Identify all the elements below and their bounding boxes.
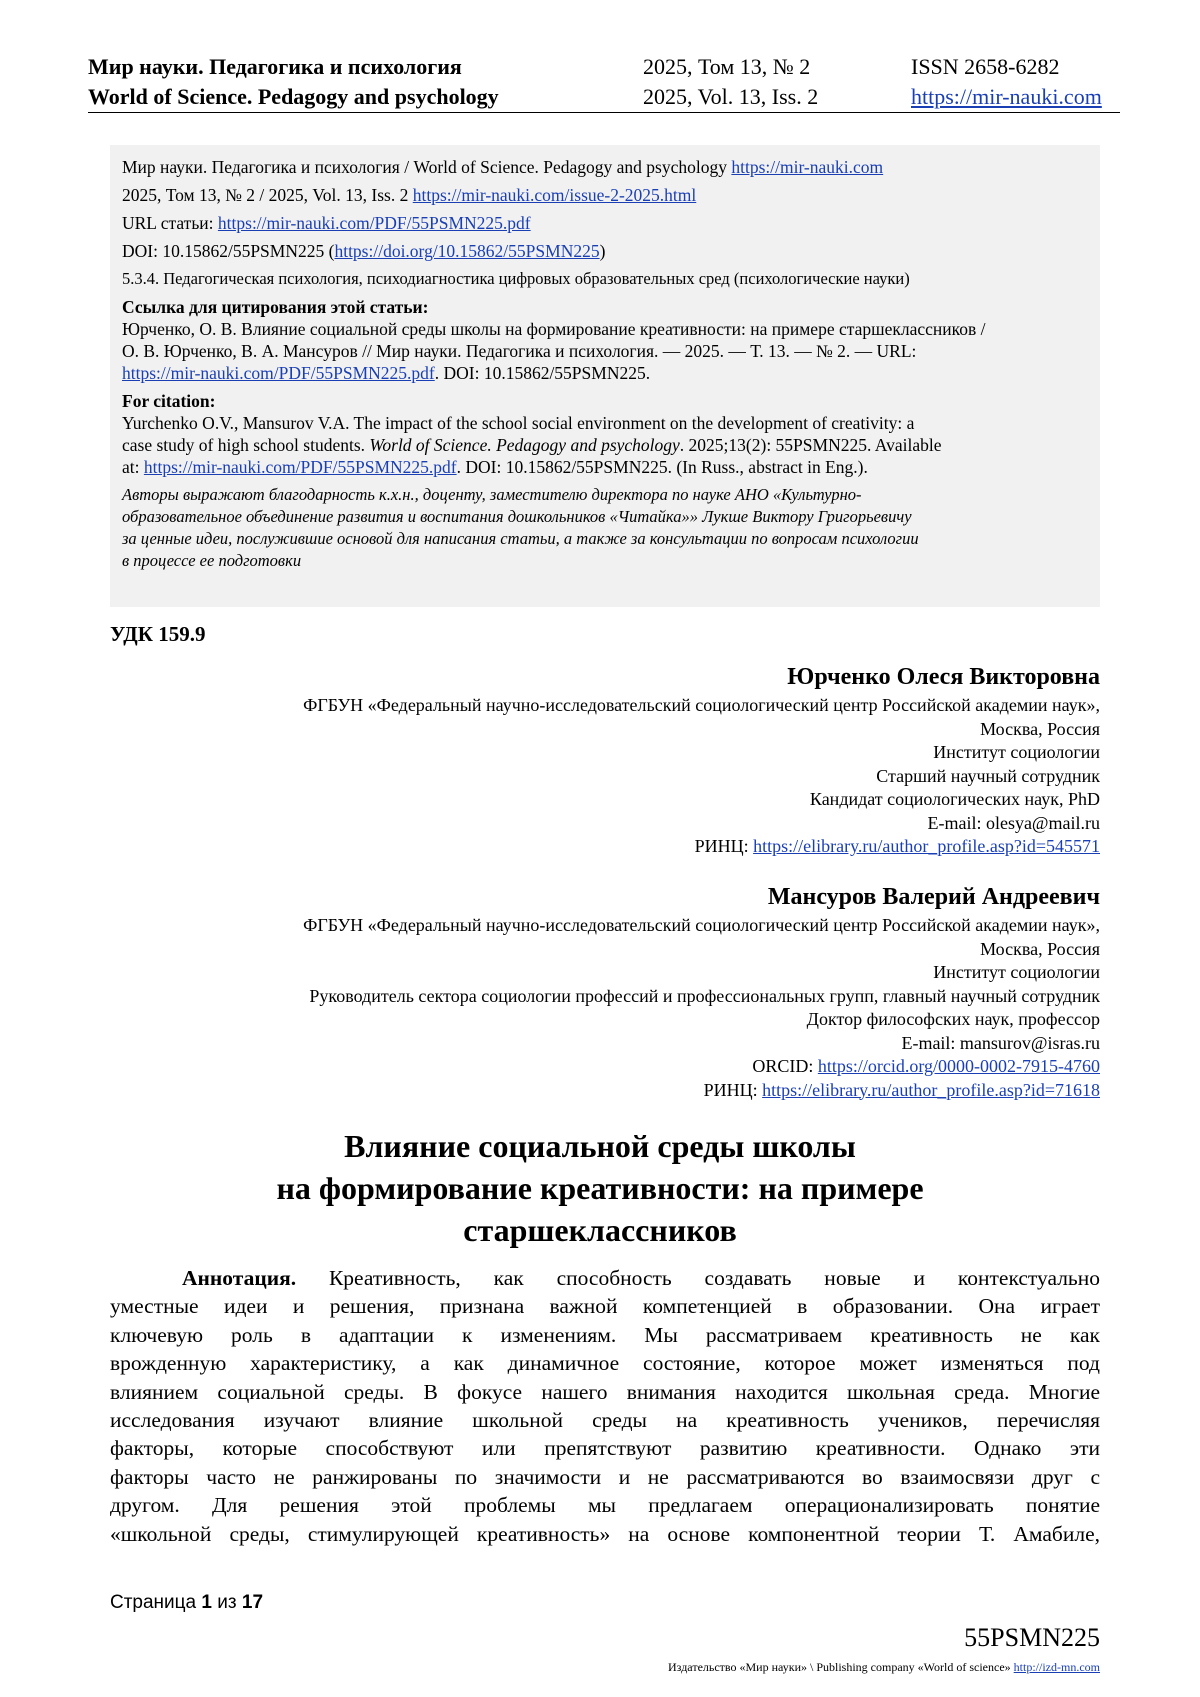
author-institute: Институт социологии	[933, 962, 1100, 982]
issn: ISSN 2658-6282	[911, 54, 1060, 79]
abstract-line: уместные идеи и решения, признана важной компетенцией в образовании. Она играет	[110, 1294, 1100, 1319]
article-title	[100, 1125, 1100, 1251]
issue-en: 2025, Vol. 13, Iss. 2	[643, 84, 819, 109]
cite-en-journal: World of Science. Pedagogy and psychology	[369, 435, 680, 455]
publisher-line	[668, 1660, 1100, 1675]
author-institute: Институт социологии	[933, 742, 1100, 762]
author-position: Руководитель сектора социологии профессий и профессиональных групп, главный научный сотрудник	[309, 985, 1100, 1006]
cite-en-2a: case study of high school students.	[122, 435, 370, 455]
author-block-1	[303, 660, 1100, 859]
rinc-link[interactable]: https://elibrary.ru/author_profile.asp?id=71618	[762, 1079, 1100, 1100]
orcid-label: ORCID:	[752, 1056, 818, 1076]
abstract-line: другом. Для решения этой проблемы мы предлагаем операционализировать понятие	[110, 1493, 1100, 1518]
doi-close: )	[599, 241, 606, 261]
ack-line-4: в процессе ее подготовки	[122, 551, 302, 570]
abstract-label: Аннотация.	[182, 1266, 297, 1290]
page-number	[110, 1592, 263, 1614]
doi-link[interactable]: https://doi.org/10.15862/55PSMN225	[334, 241, 600, 261]
issue-ru: 2025, Том 13, № 2	[643, 54, 811, 79]
page-word: Страница	[110, 1592, 202, 1613]
cite-ru-link[interactable]: https://mir-nauki.com/PDF/55PSMN225.pdf	[122, 363, 435, 383]
author-position: Старший научный сотрудник	[876, 765, 1100, 786]
abstract-line: факторы часто не ранжированы по значимости и не рассматриваются во взаимосвязи друг с	[110, 1464, 1100, 1489]
author-name: Юрченко Олеся Викторовна	[787, 664, 1100, 690]
cite-ru-line-1: Юрченко, О. В. Влияние социальной среды школы на формирование креативности: на примере старшеклассников /	[122, 319, 986, 339]
issue-link[interactable]: https://mir-nauki.com/issue-2-2025.html	[412, 185, 697, 205]
cite-ru-line-2: О. В. Юрченко, В. А. Мансуров // Мир науки. Педагогика и психология. — 2025. — Т. 13. — № 2. — URL:	[122, 341, 917, 361]
author-email: E-mail: olesya@mail.ru	[927, 812, 1100, 833]
abstract-line: «школьной среды, стимулирующей креативность» на основе компонентной теории Т. Амабиле,	[110, 1521, 1100, 1546]
ack-line-2: образовательное объединение развития и воспитания дошкольников «Читайка»» Лукше Виктору Григорьевичу	[122, 507, 912, 526]
rinc-link[interactable]: https://elibrary.ru/author_profile.asp?id=545571	[753, 836, 1100, 856]
abstract-line: факторы, которые способствуют или препятствуют развитию креативности. Однако эти	[110, 1436, 1100, 1461]
specialty-line: 5.3.4. Педагогическая психология, психодиагностика цифровых образовательных сред (психологические науки)	[122, 269, 910, 288]
cite-en-tail: . DOI: 10.15862/55PSMN225. (In Russ., abstract in Eng.).	[456, 457, 868, 477]
cite-en-label: For citation:	[122, 391, 216, 411]
url-label: URL статьи:	[122, 213, 218, 233]
page-current: 1	[201, 1592, 212, 1613]
publisher-link[interactable]: http://izd-mn.com	[1013, 1660, 1100, 1674]
udk-code: УДК 159.9	[110, 622, 206, 646]
title-line-1: Влияние социальной среды школы	[344, 1128, 856, 1164]
title-line-2: на формирование креативности: на примере	[276, 1170, 924, 1206]
journal-line: Мир науки. Педагогика и психология / World of Science. Pedagogy and psychology	[122, 157, 732, 177]
ack-line-3: за ценные идеи, послужившие основой для написания статьи, а также за консультации по вопросам психологии	[122, 529, 919, 548]
cite-ru-label: Ссылка для цитирования этой статьи:	[122, 297, 429, 317]
doi-text: DOI: 10.15862/55PSMN225 (	[122, 241, 335, 261]
author-city: Москва, Россия	[980, 938, 1100, 959]
author-name: Мансуров Валерий Андреевич	[767, 884, 1100, 910]
ack-line-1: Авторы выражают благодарность к.х.н., доценту, заместителю директора по науке АНО «Культурно-	[122, 485, 862, 504]
journal-title-ru: Мир науки. Педагогика и психология	[88, 54, 462, 79]
page-total: 17	[241, 1592, 264, 1613]
abstract-line: Креативность, как способность создавать новые и контекстуально	[296, 1266, 1100, 1290]
orcid-link[interactable]: https://orcid.org/0000-0002-7915-4760	[817, 1056, 1100, 1076]
abstract-line: ключевую роль в адаптации к изменениям. Мы рассматриваем креативность не как	[110, 1322, 1100, 1347]
author-org: ФГБУН «Федеральный научно-исследовательский социологический центр Российской академии наук»,	[303, 915, 1100, 935]
cite-en-link[interactable]: https://mir-nauki.com/PDF/55PSMN225.pdf	[143, 457, 457, 477]
publisher-text: Издательство «Мир науки» \ Publishing company «World of science»	[668, 1660, 1014, 1674]
author-org: ФГБУН «Федеральный научно-исследовательский социологический центр Российской академии наук»,	[303, 695, 1100, 715]
abstract-line: исследования изучают влияние школьной среды на креативность учеников, перечисляя	[110, 1407, 1100, 1432]
abstract-line: врожденную характеристику, а как динамичное состояние, которое может изменяться под	[110, 1351, 1100, 1376]
cite-ru-tail: . DOI: 10.15862/55PSMN225.	[434, 363, 651, 383]
abstract	[110, 1264, 1100, 1548]
cite-en-line-1: Yurchenko O.V., Mansurov V.A. The impact of the school social environment on the development of creativity: a	[122, 413, 915, 433]
article-url-link[interactable]: https://mir-nauki.com/PDF/55PSMN225.pdf	[217, 213, 531, 233]
author-block-2	[303, 880, 1100, 1102]
running-header	[88, 52, 1120, 113]
author-email: E-mail: mansurov@isras.ru	[901, 1032, 1100, 1053]
author-degree: Доктор философских наук, профессор	[806, 1009, 1100, 1029]
author-degree: Кандидат социологических наук, PhD	[809, 789, 1100, 809]
abstract-line: влиянием социальной среды. В фокусе нашего внимания находится школьная среда. Многие	[110, 1379, 1100, 1404]
journal-title-en: World of Science. Pedagogy and psychology	[88, 84, 499, 109]
article-info-box	[110, 145, 1100, 607]
site-link[interactable]: https://mir-nauki.com	[911, 84, 1102, 109]
author-city: Москва, Россия	[980, 718, 1100, 739]
journal-link[interactable]: https://mir-nauki.com	[731, 157, 884, 177]
rinc-label: РИНЦ:	[703, 1079, 763, 1100]
issue-line: 2025, Том 13, № 2 / 2025, Vol. 13, Iss. 2	[122, 185, 413, 205]
page-of: из	[211, 1592, 242, 1613]
cite-en-2c: . 2025;13(2): 55PSMN225. Available	[679, 435, 942, 455]
article-code: 55PSMN225	[964, 1623, 1100, 1652]
rinc-label: РИНЦ:	[694, 836, 754, 856]
title-line-3: старшеклассников	[463, 1212, 737, 1248]
cite-en-3a: at:	[122, 457, 144, 477]
